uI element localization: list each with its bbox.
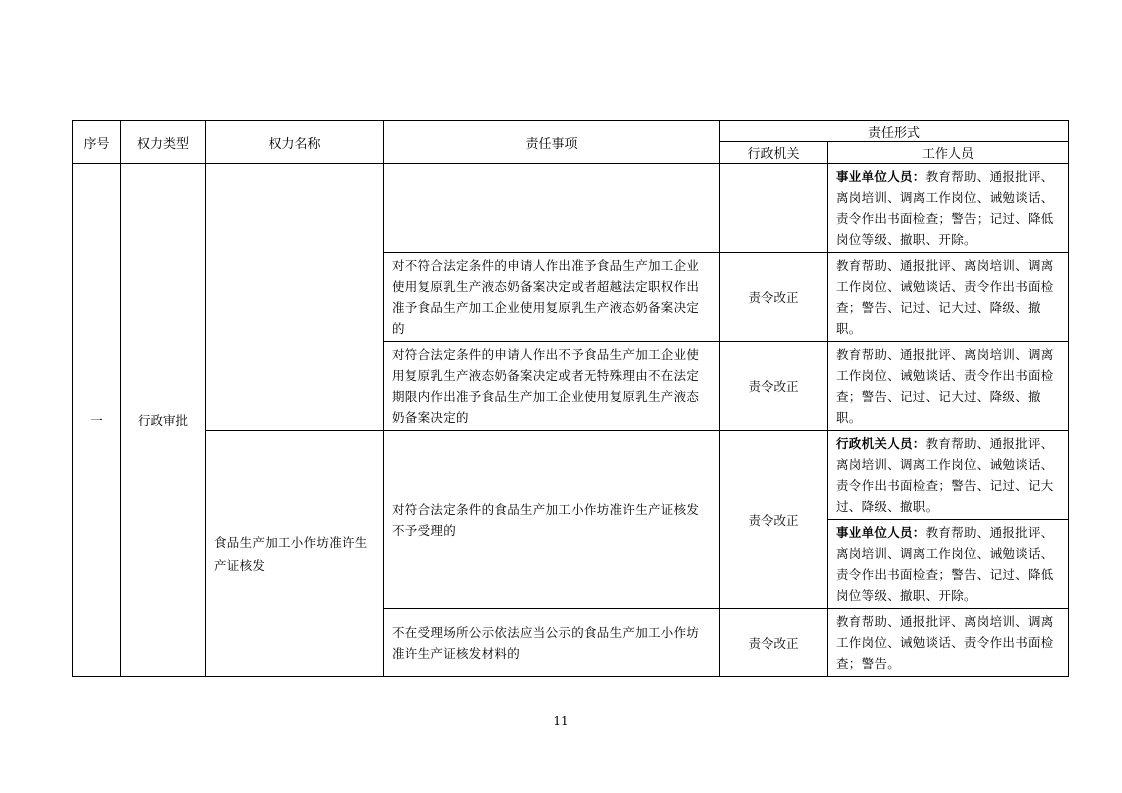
header-responsibility-form: 责任形式 <box>720 121 1069 142</box>
matter-cell: 不在受理场所公示依法应当公示的食品生产加工小作坊准许生产证核发材料的 <box>384 609 720 677</box>
admin-cell: 责令改正 <box>720 431 828 609</box>
admin-cell: 责令改正 <box>720 253 828 342</box>
staff-lead: 事业单位人员： <box>836 525 926 540</box>
staff-text: 教育帮助、通报批评、离岗培训、调离工作岗位、诫勉谈话、责令作出书面检查；警告、记过、降低岗位等级、撤职、开除。 <box>836 525 1054 603</box>
header-seq: 序号 <box>73 121 121 164</box>
staff-text: 教育帮助、通报批评、离岗培训、调离工作岗位、诫勉谈话、责令作出书面检查；警告；记过、降低岗位等级、撤职、开除。 <box>836 169 1054 247</box>
matter-cell: 对不符合法定条件的申请人作出准予食品生产加工企业使用复原乳生产液态奶备案决定或者超越法定职权作出准予食品生产加工企业使用复原乳生产液态奶备案决定的 <box>384 253 720 342</box>
staff-lead: 事业单位人员： <box>836 169 926 184</box>
matter-cell: 对符合法定条件的食品生产加工小作坊准许生产证核发不予受理的 <box>384 431 720 609</box>
staff-cell: 教育帮助、通报批评、离岗培训、调离工作岗位、诫勉谈话、责令作出书面检查；警告、记过、记大过、降级、撤职。 <box>828 253 1069 342</box>
staff-cell <box>828 431 1069 520</box>
table-row <box>73 164 1069 253</box>
header-row <box>73 121 1069 142</box>
header-responsibility-matter: 责任事项 <box>384 121 720 164</box>
header-admin-organ: 行政机关 <box>720 142 828 164</box>
staff-text: 教育帮助、通报批评、离岗培训、调离工作岗位、诫勉谈话、责令作出书面检查；警告、记过、记大过、降级、撤职。 <box>836 436 1054 514</box>
matter-cell-empty <box>384 164 720 253</box>
table-row <box>73 431 1069 520</box>
matter-cell: 对符合法定条件的申请人作出不予食品生产加工企业使用复原乳生产液态奶备案决定或者无特殊理由不在法定期限内作出准予食品生产加工企业使用复原乳生产液态奶备案决定的 <box>384 342 720 431</box>
staff-cell: 教育帮助、通报批评、离岗培训、调离工作岗位、诫勉谈话、责令作出书面检查；警告。 <box>828 609 1069 677</box>
staff-cell <box>828 520 1069 609</box>
admin-cell: 责令改正 <box>720 609 828 677</box>
page-number: 11 <box>553 714 569 728</box>
seq-cell: 一 <box>73 164 121 677</box>
power-type-cell: 行政审批 <box>121 164 206 677</box>
power-name-cell: 食品生产加工小作坊准许生产证核发 <box>206 431 384 677</box>
responsibility-table <box>72 120 1069 677</box>
admin-cell-empty <box>720 164 828 253</box>
power-name-cell-empty <box>206 164 384 431</box>
header-power-type: 权力类型 <box>121 121 206 164</box>
staff-cell: 教育帮助、通报批评、离岗培训、调离工作岗位、诫勉谈话、责令作出书面检查；警告、记过、记大过、降级、撤职。 <box>828 342 1069 431</box>
header-staff: 工作人员 <box>828 142 1069 164</box>
staff-lead: 行政机关人员： <box>836 436 926 451</box>
staff-cell <box>828 164 1069 253</box>
header-power-name: 权力名称 <box>206 121 384 164</box>
admin-cell: 责令改正 <box>720 342 828 431</box>
